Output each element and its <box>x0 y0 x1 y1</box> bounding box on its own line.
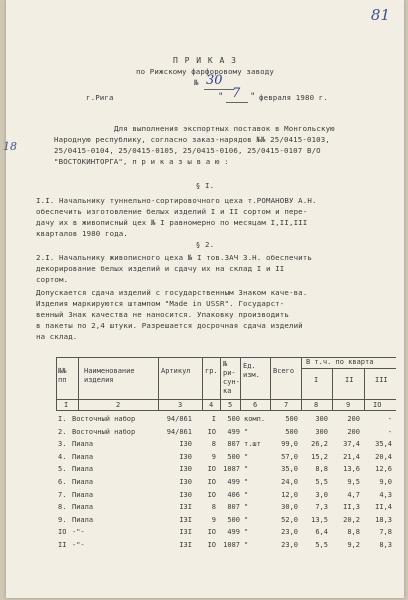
colnum: 3 <box>178 401 183 409</box>
cell-q3: - <box>387 427 392 436</box>
table-header-rule <box>56 399 396 400</box>
cell-gr: IO <box>207 541 216 549</box>
cell-gr: IO <box>207 478 216 486</box>
cell-unit: комп. <box>244 415 266 423</box>
clause-1-line-3: дачу их в живописный цех № I равномерно по месяцам I,II,III <box>36 218 308 227</box>
cell-ris: 500 <box>227 515 240 524</box>
cell-q2: 21,4 <box>343 452 360 461</box>
col-divider-5 <box>240 357 241 410</box>
cell-art: I30 <box>179 452 192 461</box>
header-gr: гр. <box>205 367 218 375</box>
cell-q2: 8,8 <box>347 528 360 537</box>
cell-total: 52,0 <box>281 515 298 524</box>
cell-q1: 26,2 <box>311 440 328 449</box>
cell-q1: 300 <box>315 415 328 423</box>
cell-q3: 8,3 <box>379 541 392 549</box>
col-divider-7 <box>301 357 302 410</box>
cell-unit: " <box>244 427 249 436</box>
cell-q3: - <box>387 415 392 423</box>
cell-name: Пиала <box>72 452 94 461</box>
cell-n: 7. <box>58 490 67 499</box>
cell-unit: " <box>244 465 249 474</box>
cell-gr: 9 <box>211 515 216 524</box>
cell-ris: 406 <box>227 490 240 499</box>
col-divider-1 <box>78 357 79 410</box>
clause-2-line-2: декорирование белых изделий и сдачу их на склад I и II <box>36 264 285 273</box>
header-risunok-3: сун- <box>223 378 240 386</box>
cell-q3: 4,3 <box>379 490 392 499</box>
cell-q1: 8,8 <box>315 465 328 474</box>
cell-q2: 4,7 <box>347 490 360 499</box>
cell-unit: " <box>244 490 249 499</box>
cell-q3: 20,4 <box>375 452 392 461</box>
cell-total: 500 <box>285 415 298 423</box>
cell-n: 4. <box>58 452 67 461</box>
colnum: IO <box>373 401 382 409</box>
clause-2-line-3: сортом. <box>36 275 69 284</box>
archive-page-number: 81 <box>370 6 390 24</box>
header-unit-1: Ед. <box>243 362 256 370</box>
table-left-rule <box>56 357 57 410</box>
cell-unit: " <box>244 503 249 512</box>
header-name-2: изделия <box>84 376 114 384</box>
cell-n: 9. <box>58 515 67 524</box>
cell-ris: 1087 <box>223 465 240 474</box>
clause-1-line-1: I.I. Начальнику туннельно-сортировочного цеха т.РОМАНОВУ А.Н. <box>36 196 317 205</box>
date-month-year: февраля 1980 г. <box>259 93 328 102</box>
cell-art: I30 <box>179 440 192 449</box>
intro-line-4: "ВОСТОКИНТОРГА", п р и к а з ы в а ю : <box>54 157 229 166</box>
cell-name: Пиала <box>72 503 94 512</box>
colnum: 4 <box>209 401 214 409</box>
clause-2-line-4: Допускается сдача изделий с государственным Знаком каче-ва. <box>36 288 308 297</box>
header-risunok-1: № <box>223 360 228 368</box>
cell-total: 24,0 <box>281 478 298 486</box>
cell-art: I3I <box>179 515 192 524</box>
cell-unit: " <box>244 515 249 524</box>
colnum: 8 <box>314 401 319 409</box>
header-num-2: пп <box>58 376 67 384</box>
document-subtitle: по Рижскому фарфоровому заводу <box>136 67 274 76</box>
cell-q1: 3,0 <box>315 490 328 499</box>
cell-n: IO <box>58 528 67 537</box>
header-quarters: В т.ч. по кварта <box>306 358 374 366</box>
table-colnum-rule <box>56 410 396 411</box>
intro-line-3: 25/0415-0104, 25/0415-0105, 25/0415-0106, 25/0415-0107 В/О <box>54 146 321 155</box>
cell-q2: 9,5 <box>347 478 360 486</box>
colnum: 7 <box>284 401 289 409</box>
cell-n: 2. <box>58 427 67 436</box>
cell-ris: 807 <box>227 440 240 449</box>
cell-gr: I <box>211 415 216 423</box>
order-number-value: 30 <box>206 73 223 88</box>
cell-ris: 500 <box>227 452 240 461</box>
cell-q1: 13,5 <box>311 515 328 524</box>
header-total: Всего <box>273 367 295 375</box>
cell-ris: 1087 <box>223 541 240 549</box>
cell-art: I30 <box>179 478 192 486</box>
header-risunok-4: ка <box>223 387 232 395</box>
header-unit-2: изм. <box>243 371 260 379</box>
cell-q3: 9,0 <box>379 478 392 486</box>
cell-ris: 499 <box>227 528 240 537</box>
cell-art: I3I <box>179 541 192 549</box>
cell-q2: II,3 <box>343 503 360 512</box>
cell-name: Восточный набор <box>72 427 136 436</box>
cell-unit: " <box>244 452 249 461</box>
cell-ris: 499 <box>227 478 240 486</box>
cell-art: I3I <box>179 528 192 537</box>
cell-art: I30 <box>179 465 192 474</box>
cell-unit: т.шт <box>244 440 261 449</box>
clause-2-line-6: венный Знак качества не наносится. Упаковку производить <box>36 310 289 319</box>
cell-name: Восточный набор <box>72 415 136 423</box>
cell-q3: 35,4 <box>375 440 392 449</box>
cell-q3: 12,6 <box>375 465 392 474</box>
cell-art: I3I <box>179 503 192 512</box>
cell-q3: 18,3 <box>375 515 392 524</box>
header-name-1: Наименование <box>84 367 135 375</box>
clause-1-line-4: кварталов 1980 года. <box>36 229 128 238</box>
colnum: 5 <box>228 401 233 409</box>
order-number-label: № <box>194 78 199 87</box>
date-close-quote: " <box>250 92 256 102</box>
cell-total: 35,0 <box>281 465 298 474</box>
cell-q1: 6,4 <box>315 528 328 537</box>
colnum: 6 <box>253 401 258 409</box>
cell-total: 99,0 <box>281 440 298 449</box>
cell-art: 94/861 <box>166 427 192 436</box>
header-risunok-2: ри- <box>223 369 236 377</box>
cell-art: 94/861 <box>166 415 192 423</box>
cell-gr: IO <box>207 528 216 537</box>
order-city: г.Рига <box>86 93 114 102</box>
cell-name: -"- <box>72 541 85 549</box>
cell-n: I. <box>58 415 67 423</box>
cell-n: 5. <box>58 465 67 474</box>
cell-ris: 500 <box>227 415 240 423</box>
date-day-underline <box>226 102 248 103</box>
document-title: П Р И К А З <box>173 56 237 65</box>
cell-unit: " <box>244 478 249 486</box>
clause-2-line-8: на склад. <box>36 332 78 341</box>
cell-n: 8. <box>58 503 67 512</box>
cell-q1: 15,2 <box>311 452 328 461</box>
cell-total: 30,0 <box>281 503 298 512</box>
cell-n: 3. <box>58 440 67 449</box>
order-number-underline <box>204 89 234 90</box>
intro-line-2: Народную республику, согласно заказ-нарядов №№ 25/0415-0103, <box>54 135 330 144</box>
section-1-heading: § I. <box>195 181 215 190</box>
cell-total: 12,0 <box>281 490 298 499</box>
clause-2-line-5: Изделия маркируются штампом "Made in USSR". Государст- <box>36 299 285 308</box>
margin-note: 18 <box>3 140 17 153</box>
cell-total: 23,0 <box>281 541 298 549</box>
cell-total: 23,0 <box>281 528 298 537</box>
cell-q2: 13,6 <box>343 465 360 474</box>
clause-2-line-7: в пакеты по 2,4 штуки. Разрешается досрочная сдача изделий <box>36 321 303 330</box>
header-q1: I <box>314 376 319 384</box>
cell-q1: 5,5 <box>315 478 328 486</box>
cell-q1: 5,5 <box>315 541 328 549</box>
header-q3: III <box>375 376 388 384</box>
cell-n: II <box>58 541 67 549</box>
cell-unit: " <box>244 541 249 549</box>
quarters-subrule <box>301 368 396 369</box>
cell-unit: " <box>244 528 249 537</box>
colnum: 2 <box>116 401 121 409</box>
date-open-quote: " <box>218 92 224 102</box>
cell-q2: 9,2 <box>347 541 360 549</box>
cell-name: Пиала <box>72 440 94 449</box>
cell-q3: 7,8 <box>379 528 392 537</box>
clause-1-line-2: обеспечить изготовление белых изделий I и II сортом и пере- <box>36 207 308 216</box>
date-day: 7 <box>232 86 241 101</box>
col-divider-8 <box>332 368 333 410</box>
cell-name: Пиала <box>72 478 94 486</box>
cell-ris: 807 <box>227 503 240 512</box>
cell-q2: 200 <box>347 415 360 423</box>
cell-art: I30 <box>179 490 192 499</box>
intro-line-1: Для выполнения экспортных поставок в Монгольскую <box>114 124 335 133</box>
cell-ris: 499 <box>227 427 240 436</box>
cell-total: 500 <box>285 427 298 436</box>
section-2-heading: § 2. <box>195 240 215 249</box>
cell-name: Пиала <box>72 515 94 524</box>
col-divider-3 <box>202 357 203 410</box>
header-article: Артикул <box>161 367 191 375</box>
cell-gr: IO <box>207 490 216 499</box>
colnum: 9 <box>346 401 351 409</box>
clause-2-line-1: 2.I. Начальнику живописного цеха № I тов.ЗАЧ З.Н. обеспечить <box>36 253 312 262</box>
cell-gr: 9 <box>211 452 216 461</box>
cell-name: Пиала <box>72 465 94 474</box>
cell-q1: 7,3 <box>315 503 328 512</box>
cell-q2: 200 <box>347 427 360 436</box>
col-divider-4 <box>220 357 221 410</box>
cell-name: -"- <box>72 528 85 537</box>
header-q2: II <box>345 376 354 384</box>
cell-n: 6. <box>58 478 67 486</box>
cell-gr: 8 <box>211 440 216 449</box>
cell-name: Пиала <box>72 490 94 499</box>
cell-gr: IO <box>207 427 216 436</box>
document-page <box>3 0 404 598</box>
col-divider-2 <box>158 357 159 410</box>
cell-q3: II,4 <box>375 503 392 512</box>
cell-q2: 37,4 <box>343 440 360 449</box>
cell-q2: 20,2 <box>343 515 360 524</box>
cell-gr: IO <box>207 465 216 474</box>
col-divider-9 <box>364 368 365 410</box>
colnum: I <box>64 401 69 409</box>
col-divider-6 <box>270 357 271 410</box>
cell-q1: 300 <box>315 427 328 436</box>
cell-total: 57,0 <box>281 452 298 461</box>
header-num-1: №№ <box>58 367 67 375</box>
cell-gr: 8 <box>211 503 216 512</box>
